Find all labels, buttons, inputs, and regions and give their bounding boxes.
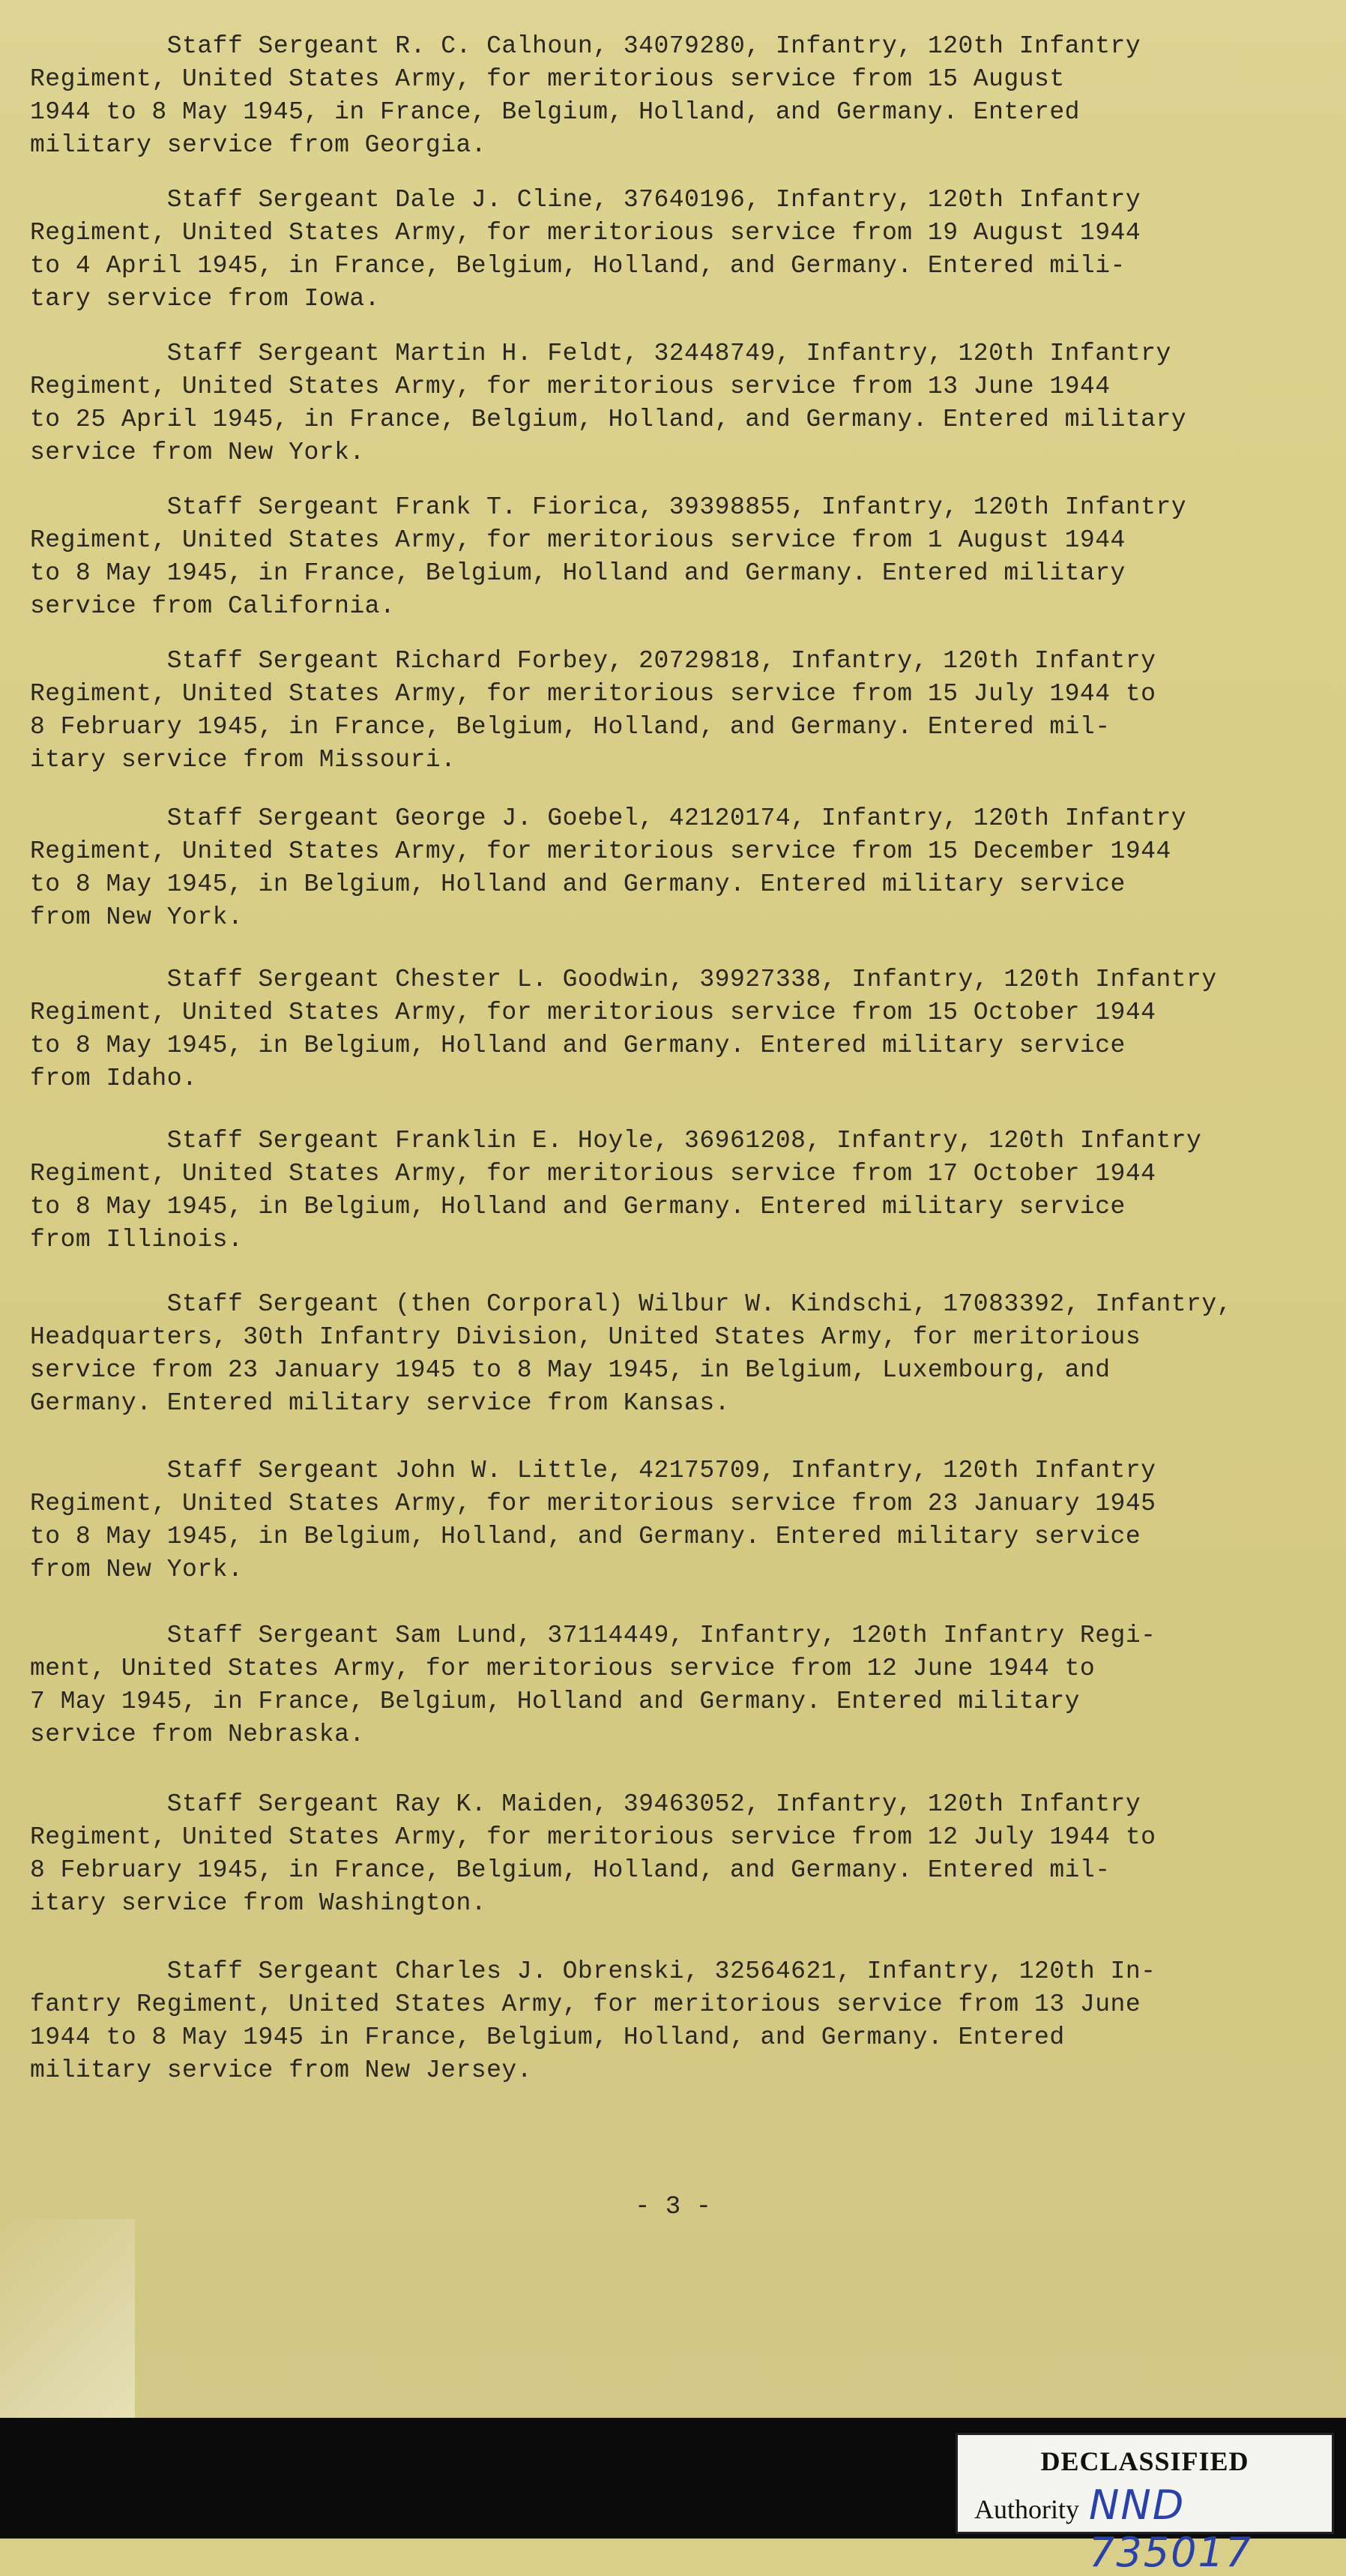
entry-cline: Staff Sergeant Dale J. Cline, 37640196, Infantry, 120th Infantry Regiment, United States Army, for meritorious service from 19 August 1944 to 4 April 1945, in France, Belgium, Holland, and Germany. Entered mili- tary service from Iowa. xyxy=(30,186,1141,313)
entry-goodwin: Staff Sergeant Chester L. Goodwin, 39927338, Infantry, 120th Infantry Regiment, United States Army, for meritorious service from 15 October 1944 to 8 May 1945, in Belgium, Holland and Germany. Entered military service from Idaho. xyxy=(30,966,1217,1092)
entry-little: Staff Sergeant John W. Little, 42175709, Infantry, 120th Infantry Regiment, United States Army, for meritorious service from 23 January 1945 to 8 May 1945, in Belgium, Holland, and Germany. Entered military service from New York. xyxy=(30,1457,1156,1583)
entry-maiden: Staff Sergeant Ray K. Maiden, 39463052, Infantry, 120th Infantry Regiment, United States Army, for meritorious service from 12 July 1944 to 8 February 1945, in France, Belgium, Holland, and Germany. Entered mil- itary service from Washington. xyxy=(30,1790,1156,1917)
entry-feldt: Staff Sergeant Martin H. Feldt, 32448749, Infantry, 120th Infantry Regiment, United States Army, for meritorious service from 13 June 1944 to 25 April 1945, in France, Belgium, Holland, and Germany. Entered military service from New York. xyxy=(30,340,1187,466)
entry-kindschi: Staff Sergeant (then Corporal) Wilbur W. Kindschi, 17083392, Infantry, Headquarters, 30th Infantry Division, United States Army, for meritorious service from 23 January 1945 to 8 May 1945, in Belgium, Luxembourg, and Germany. Entered military service from Kansas. xyxy=(30,1290,1232,1417)
stamp-title: DECLASSIFIED xyxy=(1040,2446,1249,2476)
entry-fiorica: Staff Sergeant Frank T. Fiorica, 39398855, Infantry, 120th Infantry Regiment, United States Army, for meritorious service from 1 August 1944 to 8 May 1945, in France, Belgium, Holland and Germany. Entered military service from California. xyxy=(30,493,1187,620)
declassified-stamp xyxy=(956,2433,1334,2576)
entry-hoyle: Staff Sergeant Franklin E. Hoyle, 36961208, Infantry, 120th Infantry Regiment, United States Army, for meritorious service from 17 October 1944 to 8 May 1945, in Belgium, Holland and Germany. Entered military service from Illinois. xyxy=(30,1127,1202,1254)
stamp-authority-number: NND 735017 xyxy=(1089,2482,1253,2576)
entry-calhoun: Staff Sergeant R. C. Calhoun, 34079280, Infantry, 120th Infantry Regiment, United States Army, for meritorious service from 15 August 1944 to 8 May 1945, in France, Belgium, Holland, and Germany. Entered military service from Georgia. xyxy=(30,32,1141,159)
page-corner-shade xyxy=(0,2219,135,2418)
page-number: - 3 - xyxy=(634,2193,712,2221)
entry-obrenski: Staff Sergeant Charles J. Obrenski, 32564621, Infantry, 120th In- fantry Regiment, United States Army, for meritorious service from 13 June 1944 to 8 May 1945 in France, Belgium, Holland, and Germany. Entered military service from New Jersey. xyxy=(30,1957,1156,2084)
entry-goebel: Staff Sergeant George J. Goebel, 42120174, Infantry, 120th Infantry Regiment, United States Army, for meritorious service from 15 December 1944 to 8 May 1945, in Belgium, Holland and Germany. Entered military service from New York. xyxy=(30,804,1187,931)
stamp-authority-label: Authority xyxy=(974,2494,1079,2524)
entry-forbey: Staff Sergeant Richard Forbey, 20729818, Infantry, 120th Infantry Regiment, United States Army, for meritorious service from 15 July 1944 to 8 February 1945, in France, Belgium, Holland, and Germany. Entered mil- itary service from Missouri. xyxy=(30,647,1156,774)
entry-lund: Staff Sergeant Sam Lund, 37114449, Infantry, 120th Infantry Regi- ment, United States Army, for meritorious service from 12 June 1944 to 7 May 1945, in France, Belgium, Holland and Germany. Entered military service from Nebraska. xyxy=(30,1622,1156,1748)
